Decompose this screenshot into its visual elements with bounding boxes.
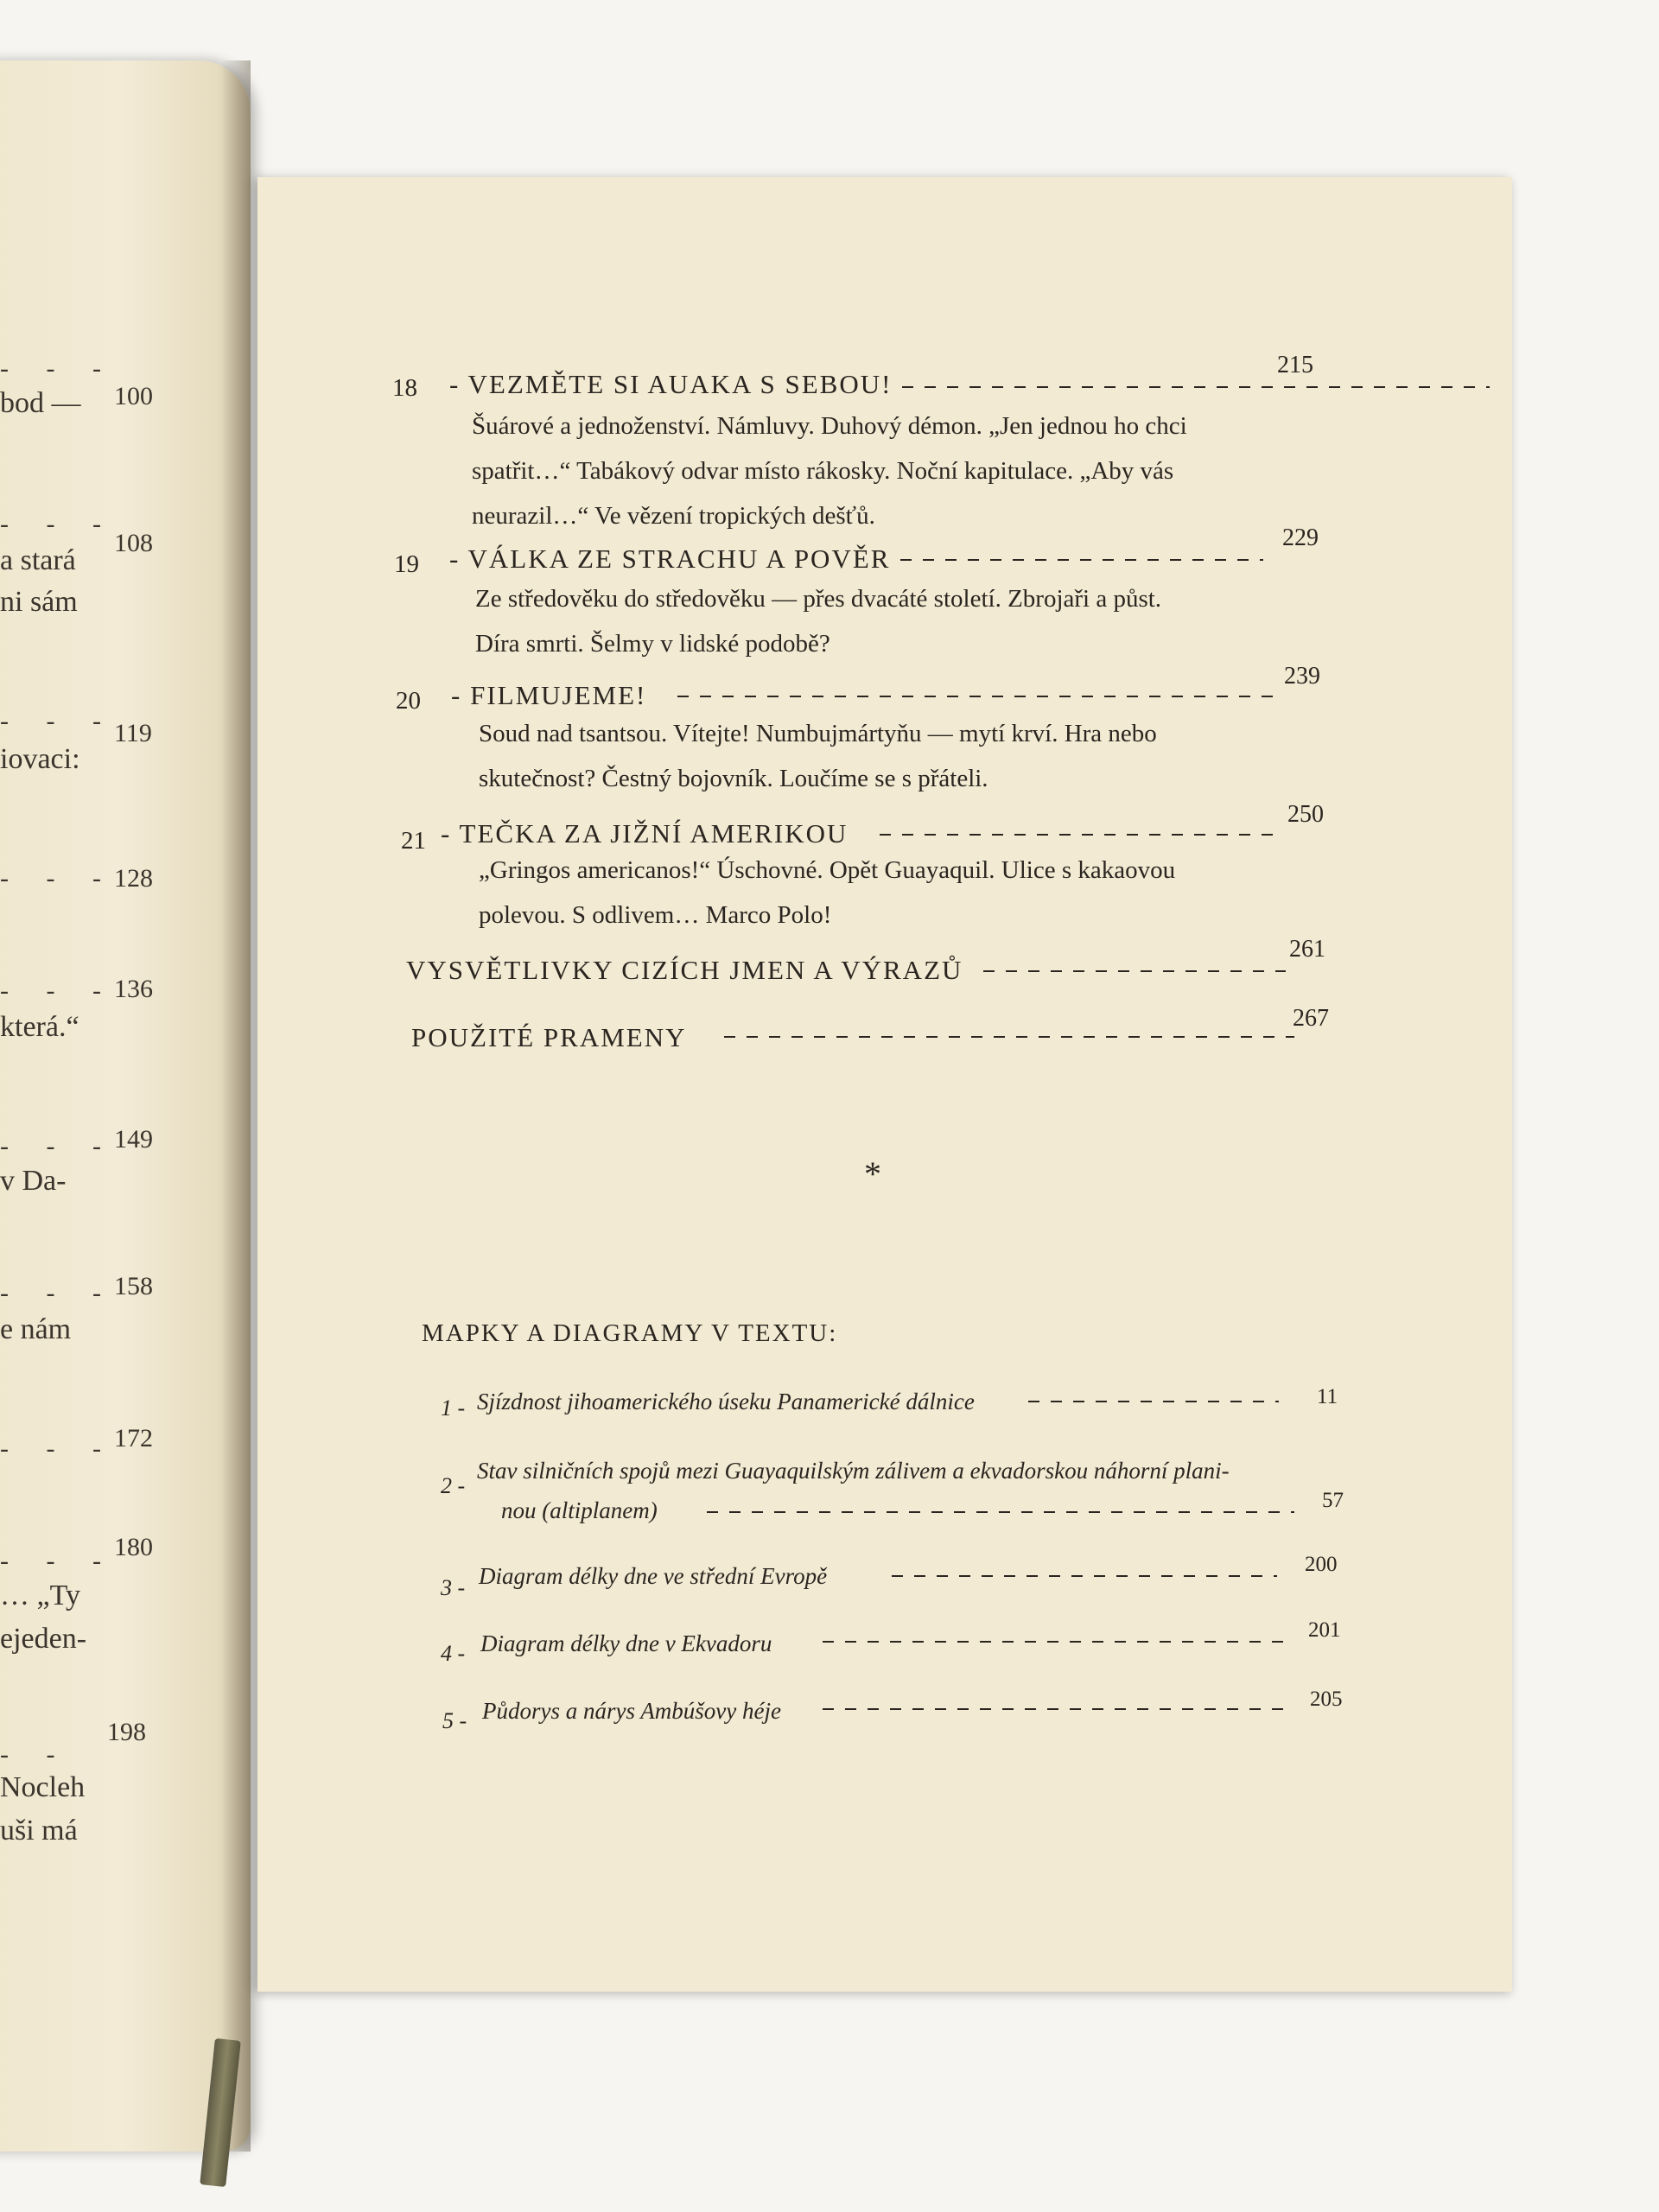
leader-dots: - - -	[0, 1434, 117, 1463]
left-fragment: která.“	[0, 1011, 79, 1043]
chapter-page: 215	[1277, 352, 1313, 378]
map-title: Sjízdnost jihoamerického úseku Panamerické dálnice	[477, 1389, 975, 1414]
left-fragment: Nocleh	[0, 1771, 86, 1803]
left-fragment: e nám	[0, 1313, 72, 1345]
map-title: Diagram délky dne ve střední Evropě	[479, 1563, 828, 1589]
left-fragment: a stará	[0, 544, 76, 576]
chapter-title-text: TEČKA ZA JIŽNÍ AMERIKOU	[459, 818, 849, 849]
left-page-number: 119	[114, 719, 152, 747]
map-title-continued: nou (altiplanem)	[501, 1497, 658, 1523]
description-line: polevou. S odlivem… Marco Polo!	[479, 901, 832, 929]
left-page-number: 108	[114, 529, 153, 557]
chapter-title-text: FILMUJEME!	[470, 680, 647, 710]
section-separator: *	[864, 1154, 881, 1193]
leader-dots: - - -	[0, 1547, 117, 1575]
leader-dots	[902, 386, 1490, 388]
right-page	[257, 177, 1512, 1992]
spine-shadow	[221, 60, 251, 2152]
left-fragment: ni sám	[0, 586, 78, 618]
map-number: 3 -	[441, 1575, 466, 1600]
chapter-number: 21	[401, 827, 426, 855]
chapter-title: - VÁLKA ZE STRACHU A POVĚR	[449, 543, 891, 574]
leader-dots: - - -	[0, 864, 117, 893]
left-page-number: 149	[114, 1125, 153, 1154]
left-fragment: uši má	[0, 1815, 78, 1847]
map-number-text: 4	[441, 1641, 452, 1666]
left-fragment: ejeden-	[0, 1623, 87, 1655]
appendix-page: 261	[1289, 936, 1325, 963]
map-page: 201	[1308, 1618, 1341, 1642]
leader-dots	[900, 559, 1263, 561]
description-line: skutečnost? Čestný bojovník. Loučíme se s přáteli.	[479, 765, 988, 792]
leader-dots: - - -	[0, 1279, 117, 1307]
appendix-page: 267	[1293, 1005, 1329, 1032]
leader-dots	[724, 1036, 1294, 1038]
leader-dots: - - -	[0, 976, 117, 1005]
leader-dots: - - -	[0, 707, 117, 735]
leader-dots: - -	[0, 1740, 71, 1769]
map-page: 205	[1310, 1688, 1343, 1711]
map-title: Stav silničních spojů mezi Guayaquilským zálivem a ekvadorskou náhorní plani-	[477, 1458, 1230, 1484]
map-number-text: 5	[442, 1708, 454, 1733]
map-number: 2 -	[441, 1473, 466, 1498]
left-page	[0, 60, 251, 2152]
chapter-title: - TEČKA ZA JIŽNÍ AMERIKOU	[441, 818, 849, 849]
chapter-title-text: VEZMĚTE SI AUAKA S SEBOU!	[467, 369, 893, 399]
leader-dots	[880, 834, 1277, 836]
chapter-description	[472, 404, 1336, 538]
description-line: „Gringos americanos!“ Úschovné. Opět Guayaquil. Ulice s kakaovou	[479, 856, 1176, 884]
leader-dots	[823, 1641, 1289, 1643]
chapter-page: 229	[1282, 524, 1319, 551]
chapter-number: 19	[394, 550, 419, 578]
map-title: Půdorys a nárys Ambúšovy héje	[482, 1698, 781, 1724]
map-number-text: 2	[441, 1473, 452, 1498]
left-page-number: 198	[107, 1718, 146, 1746]
chapter-title-text: VÁLKA ZE STRACHU A POVĚR	[467, 543, 891, 574]
left-page-number: 158	[114, 1272, 153, 1300]
leader-dots	[983, 970, 1286, 972]
description-line: neurazil…“ Ve vězení tropických dešťů.	[472, 502, 875, 530]
chapter-title: - VEZMĚTE SI AUAKA S SEBOU!	[449, 369, 893, 399]
leader-dots	[677, 696, 1274, 697]
left-page-number: 172	[114, 1424, 153, 1452]
chapter-page: 239	[1284, 663, 1320, 690]
chapter-description	[475, 576, 1339, 666]
leader-dots	[823, 1708, 1289, 1710]
map-number-text: 1	[441, 1395, 452, 1421]
chapter-page: 250	[1287, 801, 1324, 828]
left-page-number: 180	[114, 1533, 153, 1561]
appendix-title: VYSVĚTLIVKY CIZÍCH JMEN A VÝRAZŮ	[406, 955, 963, 985]
leader-dots	[1028, 1401, 1279, 1402]
left-fragment: … „Ty	[0, 1580, 80, 1611]
map-title: Diagram délky dne v Ekvadoru	[480, 1630, 772, 1656]
map-page: 200	[1305, 1553, 1338, 1576]
description-line: Soud nad tsantsou. Vítejte! Numbujmártyňu — mytí krví. Hra nebo	[479, 720, 1157, 747]
map-number-text: 3	[441, 1575, 452, 1600]
chapter-number: 20	[396, 687, 421, 715]
chapter-number: 18	[392, 374, 417, 402]
description-line: Ze středověku do středověku — přes dvacáté století. Zbrojaři a půst.	[475, 585, 1162, 613]
chapter-title: - FILMUJEME!	[451, 680, 647, 710]
description-line: Díra smrti. Šelmy v lidské podobě?	[475, 630, 830, 658]
leader-dots: - - -	[0, 1132, 117, 1160]
maps-heading: MAPKY A DIAGRAMY V TEXTU:	[422, 1319, 838, 1347]
leader-dots: - - -	[0, 354, 117, 383]
description-line: spatřit…“ Tabákový odvar místo rákosky. Noční kapitulace. „Aby vás	[472, 457, 1174, 485]
leader-dots: - - -	[0, 510, 117, 538]
appendix-title: POUŽITÉ PRAMENY	[411, 1022, 687, 1052]
map-number: 1 -	[441, 1395, 466, 1421]
left-page-number: 128	[114, 864, 153, 893]
map-page: 11	[1317, 1385, 1338, 1408]
map-number: 4 -	[441, 1641, 466, 1666]
description-line: Šuárové a jednoženství. Námluvy. Duhový démon. „Jen jednou ho chci	[472, 412, 1187, 440]
left-fragment: v Da-	[0, 1165, 67, 1197]
leader-dots	[707, 1511, 1294, 1513]
chapter-description	[479, 711, 1343, 801]
chapter-description	[479, 848, 1343, 938]
left-fragment: iovaci:	[0, 743, 80, 775]
left-page-number: 136	[114, 975, 153, 1003]
left-fragment: bod —	[0, 387, 81, 419]
map-page: 57	[1322, 1489, 1344, 1512]
map-number: 5 -	[442, 1708, 467, 1733]
leader-dots	[892, 1575, 1277, 1577]
left-page-number: 100	[114, 382, 153, 410]
